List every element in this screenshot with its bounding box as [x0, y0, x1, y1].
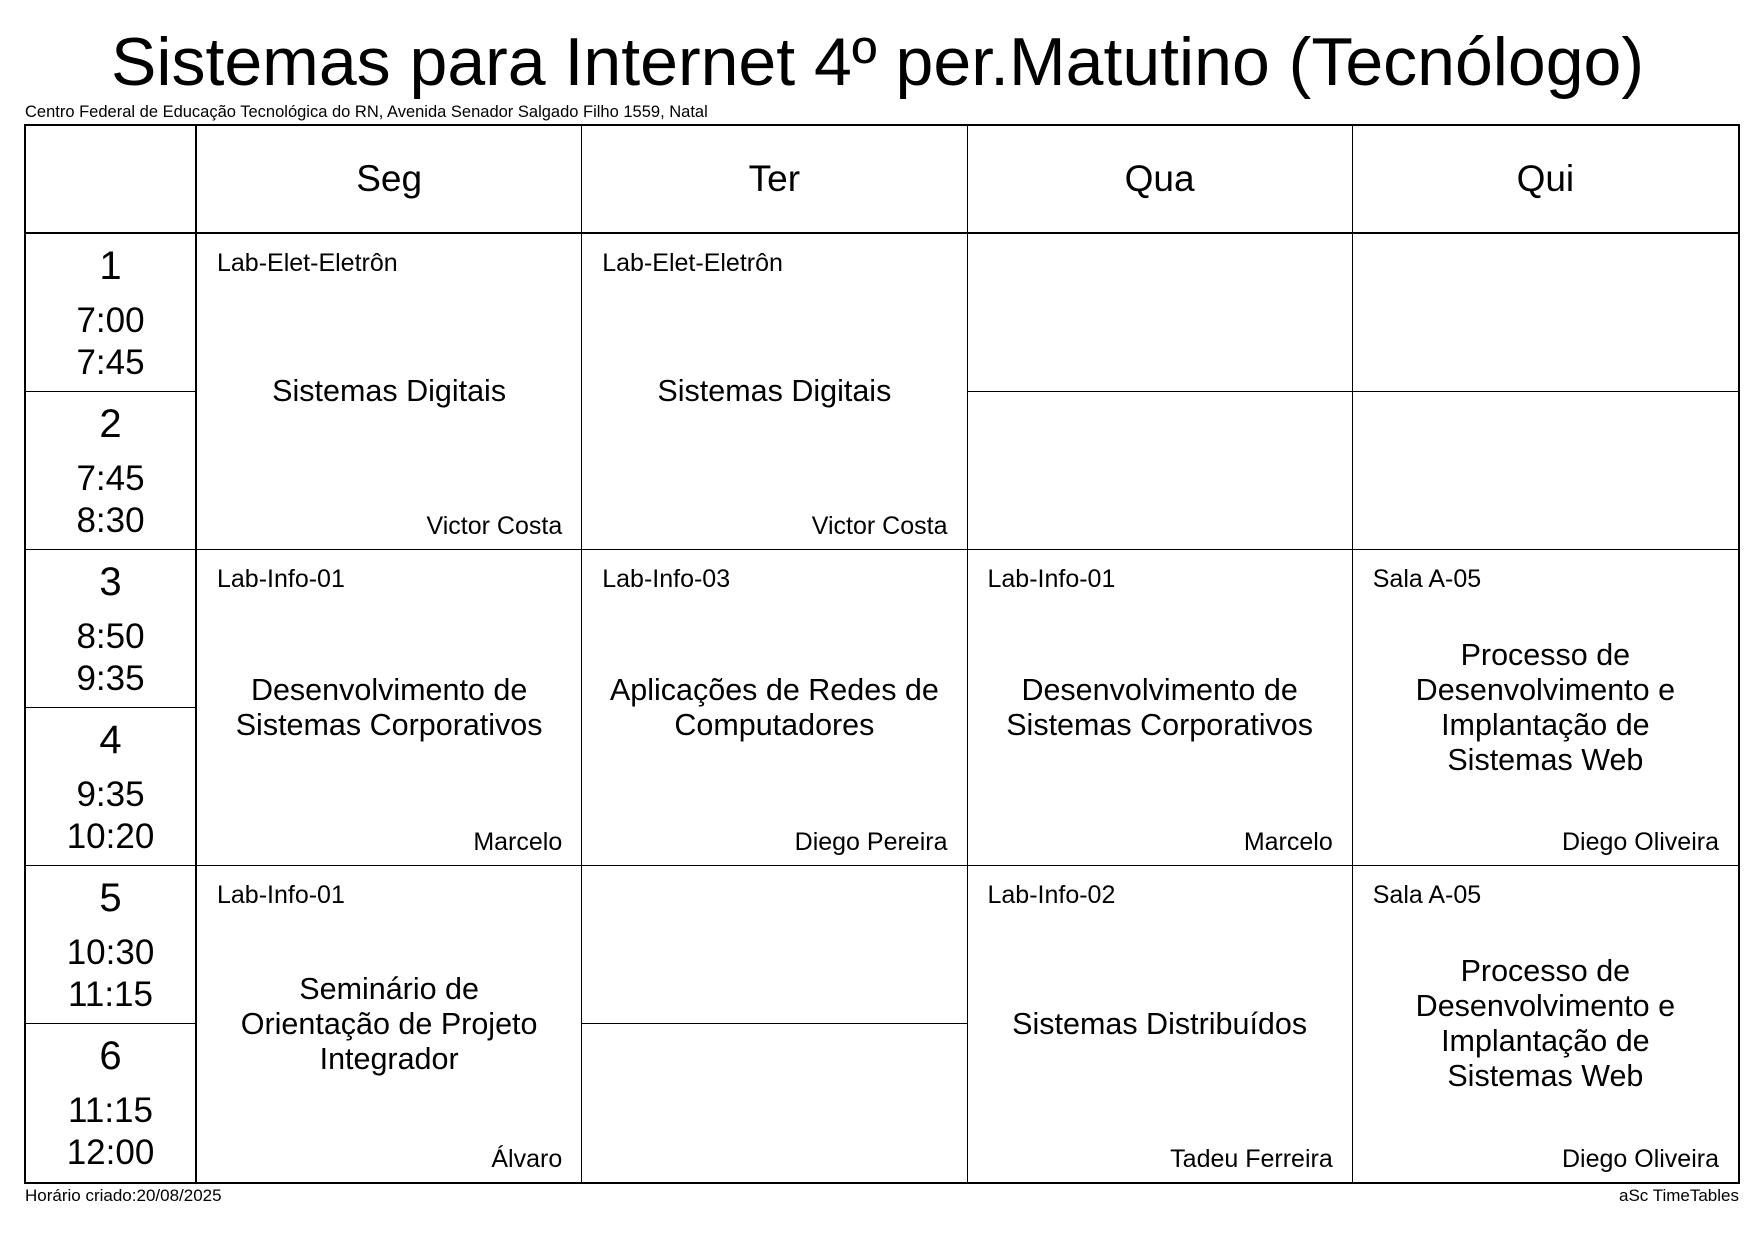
subject-label [1363, 550, 1728, 865]
lesson-card [1353, 866, 1738, 1182]
period-3 [26, 550, 197, 708]
room-label: Lab-Info-02 [987, 881, 1116, 909]
software-credit: aSc TimeTables [1619, 1186, 1739, 1205]
subject-line: Sistemas Corporativos [235, 707, 543, 742]
subject-text [1006, 673, 1313, 743]
day-header-qua: Qua [968, 126, 1353, 234]
subject-label [207, 234, 571, 549]
period-time: 9:35 10:20 [66, 775, 155, 856]
lesson-card [582, 550, 967, 866]
teacher-label: Diego Oliveira [1561, 828, 1719, 856]
teacher-label: Álvaro [491, 1145, 563, 1173]
period-time: 7:00 7:45 [76, 301, 145, 382]
room-label: Sala A-05 [1372, 565, 1482, 593]
subject-label [207, 550, 571, 865]
subject-line: Sistemas Corporativos [1006, 707, 1314, 742]
period-number: 4 [99, 718, 122, 762]
subject-label [207, 866, 571, 1182]
subject-line: Aplicações de Redes de [609, 672, 939, 707]
period-number: 5 [99, 876, 122, 920]
subject-line: Seminário de [299, 971, 479, 1006]
institution-address: Centro Federal de Educação Tecnológica do RN, Avenida Senador Salgado Filho 1559, Natal [25, 103, 708, 121]
period-number: 3 [99, 560, 122, 604]
subject-text [657, 374, 891, 409]
header-corner [26, 126, 197, 234]
room-label: Lab-Elet-Eletrôn [217, 249, 398, 277]
subject-line: Sistemas Digitais [272, 374, 507, 408]
empty-slot [968, 234, 1353, 392]
subject-text [241, 972, 538, 1077]
subject-label [592, 550, 956, 865]
teacher-label: Diego Pereira [794, 828, 948, 856]
room-label: Lab-Info-03 [602, 565, 731, 593]
subject-text [236, 673, 543, 743]
subject-label [592, 234, 956, 549]
subject-line: Processo de [1460, 637, 1631, 672]
teacher-label: Victor Costa [811, 512, 948, 540]
subject-label [978, 866, 1342, 1182]
empty-slot [1353, 234, 1738, 392]
created-date: Horário criado:20/08/2025 [25, 1186, 222, 1205]
teacher-label: Diego Oliveira [1561, 1145, 1719, 1173]
lesson-card [197, 866, 582, 1182]
subject-line: Implantação de [1441, 707, 1650, 742]
empty-slot [968, 392, 1353, 550]
subject-line: Sistemas Digitais [657, 374, 892, 408]
subject-line: Desenvolvimento e [1415, 989, 1676, 1023]
lesson-card [197, 234, 582, 550]
period-time: 8:50 9:35 [76, 617, 145, 698]
teacher-label: Marcelo [473, 828, 563, 856]
empty-slot [582, 1024, 967, 1182]
subject-text [1012, 1007, 1307, 1042]
empty-slot [1353, 392, 1738, 550]
subject-line: Sistemas Distribuídos [1012, 1006, 1308, 1041]
timetable-grid [24, 124, 1740, 1184]
period-5 [26, 866, 197, 1024]
period-number: 1 [99, 244, 122, 288]
period-time: 10:30 11:15 [66, 933, 155, 1014]
day-header-qui: Qui [1353, 126, 1738, 234]
subject-label [1363, 866, 1728, 1182]
room-label: Lab-Elet-Eletrôn [602, 249, 783, 277]
period-number: 2 [99, 402, 122, 446]
subject-line: Computadores [674, 707, 875, 742]
period-number: 6 [99, 1034, 122, 1078]
subject-line: Desenvolvimento e [1415, 672, 1676, 707]
lesson-card [582, 234, 967, 550]
period-time: 7:45 8:30 [76, 459, 145, 540]
teacher-label: Victor Costa [426, 512, 563, 540]
subject-line: Desenvolvimento de [1021, 672, 1298, 707]
period-6 [26, 1024, 197, 1182]
subject-text [1416, 954, 1675, 1094]
lesson-card [197, 550, 582, 866]
period-2 [26, 392, 197, 550]
subject-line: Integrador [319, 1041, 459, 1076]
subject-line: Processo de [1460, 954, 1631, 988]
subject-text [610, 673, 939, 743]
subject-text [1416, 638, 1675, 778]
room-label: Lab-Info-01 [217, 565, 345, 593]
subject-line: Implantação de [1441, 1024, 1650, 1058]
subject-line: Sistemas Web [1447, 1059, 1644, 1093]
empty-slot [582, 866, 967, 1024]
room-label: Sala A-05 [1372, 881, 1482, 909]
period-4 [26, 708, 197, 866]
page-title: Sistemas para Internet 4º per.Matutino (Tecnólogo) [111, 24, 1644, 100]
lesson-card [1353, 550, 1738, 866]
period-1 [26, 234, 197, 392]
room-label: Lab-Info-01 [987, 565, 1116, 593]
subject-label [978, 550, 1342, 865]
subject-text [272, 374, 506, 409]
room-label: Lab-Info-01 [217, 881, 345, 909]
period-time: 11:15 12:00 [66, 1091, 155, 1172]
teacher-label: Marcelo [1243, 828, 1333, 856]
subject-line: Orientação de Projeto [240, 1006, 538, 1041]
lesson-card [968, 866, 1353, 1182]
teacher-label: Tadeu Ferreira [1170, 1145, 1333, 1173]
subject-line: Desenvolvimento de [250, 672, 528, 707]
subject-line: Sistemas Web [1447, 742, 1644, 777]
day-header-ter: Ter [582, 126, 967, 234]
day-header-seg: Seg [197, 126, 582, 234]
lesson-card [968, 550, 1353, 866]
